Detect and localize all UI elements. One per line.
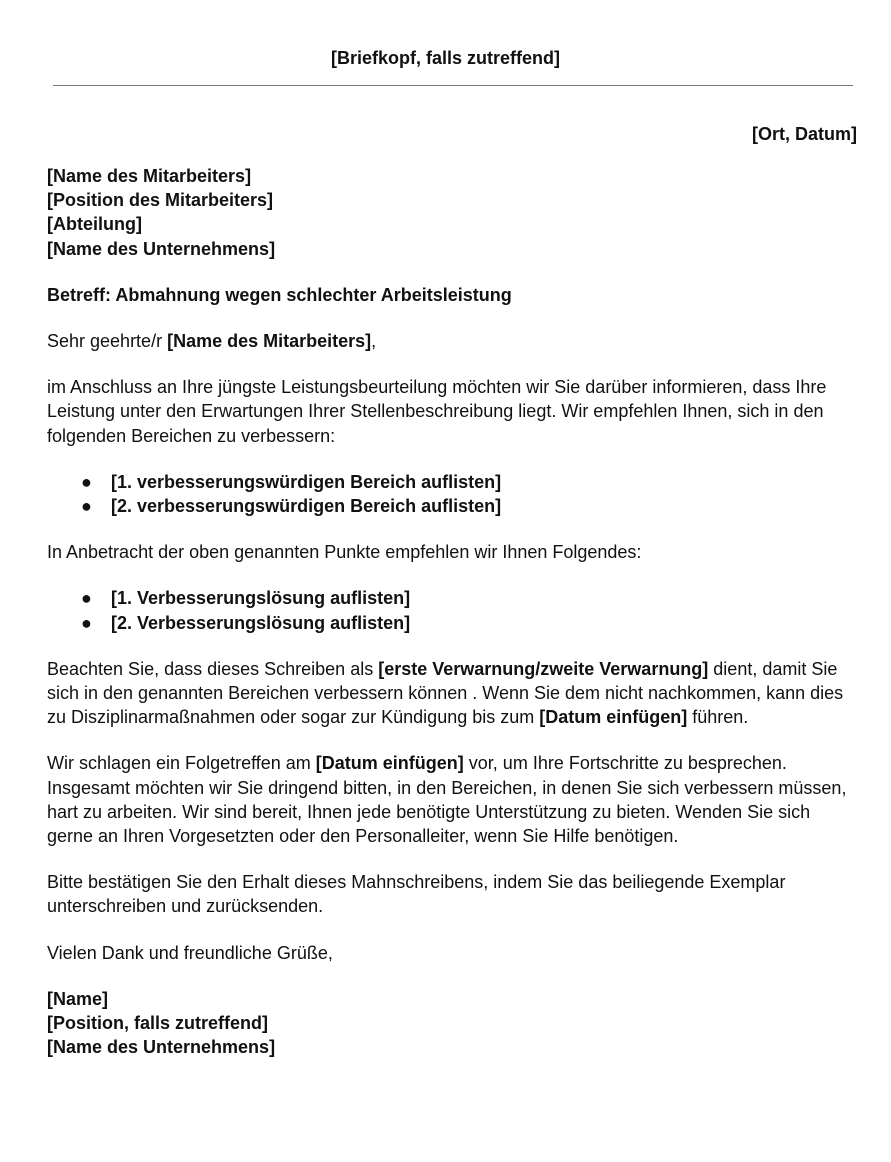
solutions-list <box>47 586 859 634</box>
header-divider <box>53 85 853 86</box>
follow-up-text-1: Wir schlagen ein Folgetreffen am <box>47 753 316 774</box>
follow-up-text-2: vor, um Ihre Fortschritte zu besprechen. Insgesamt möchten wir Sie dringend bitten, in den Bereichen, in denen Sie sich verbessern müssen, hart zu arbeiten. Wir sind bereit, Ihnen jede benötigte Unterstützung zu bieten. Wenden Sie sich gerne an Ihren Vorgesetzten oder den Personalleiter, wenn Sie Hilfe benötigen. <box>47 753 847 847</box>
salutation-suffix: , <box>371 331 377 352</box>
recipient-position: [Position des Mitarbeiters] <box>47 190 274 211</box>
improvement-areas-list <box>47 470 859 518</box>
subject-line: Betreff: Abmahnung wegen schlechter Arbeitsleistung <box>47 284 512 305</box>
warning-text-1: Beachten Sie, dass dieses Schreiben als <box>47 658 379 679</box>
list-item-text: [2. verbesserungswürdigen Bereich auflisten] <box>111 496 502 517</box>
signature-name: [Name] <box>47 988 109 1009</box>
salutation-prefix: Sehr geehrte/r <box>47 331 168 352</box>
paragraph-confirmation: Bitte bestätigen Sie den Erhalt dieses Mahnschreibens, indem Sie das beiliegende Exemplar unterschreiben und zurücksenden. <box>47 872 786 917</box>
bullet-icon: ● <box>81 612 92 633</box>
list-item-text: [1. verbesserungswürdigen Bereich auflisten] <box>111 471 502 492</box>
warning-level: [erste Verwarnung/zweite Verwarnung] <box>378 658 709 679</box>
bullet-icon: ● <box>81 496 92 517</box>
closing: Vielen Dank und freundliche Grüße, <box>47 942 333 963</box>
recipient-company: [Name des Unternehmens] <box>47 238 276 259</box>
paragraph-follow-up <box>47 751 859 848</box>
list-item-text: [1. Verbesserungslösung auflisten] <box>111 588 411 609</box>
bullet-icon: ● <box>81 471 92 492</box>
paragraph-intro: im Anschluss an Ihre jüngste Leistungsbeurteilung möchten wir Sie darüber informieren, dass Ihre Leistung unter den Erwartungen Ihrer Stellenbeschreibung liegt. Wir empfehlen Ihnen, sich in den folgenden Bereichen zu verbessern: <box>47 377 827 446</box>
signature-position: [Position, falls zutreffend] <box>47 1013 269 1034</box>
place-date: [Ort, Datum] <box>752 124 857 144</box>
bullet-icon: ● <box>81 588 92 609</box>
salutation <box>47 329 859 353</box>
list-item <box>47 494 859 518</box>
list-item <box>47 470 859 494</box>
signature-block <box>47 987 859 1060</box>
paragraph-recommendation: In Anbetracht der oben genannten Punkte empfehlen wir Ihnen Folgendes: <box>47 542 642 563</box>
list-item <box>47 586 859 610</box>
termination-date: [Datum einfügen] <box>539 707 688 728</box>
letterhead: [Briefkopf, falls zutreffend] <box>330 48 560 68</box>
warning-text-3: führen. <box>687 707 749 728</box>
recipient-department: [Abteilung] <box>47 214 142 235</box>
signature-company: [Name des Unternehmens] <box>47 1037 276 1058</box>
recipient-name: [Name des Mitarbeiters] <box>47 166 252 186</box>
recipient-address <box>47 164 859 261</box>
list-item-text: [2. Verbesserungslösung auflisten] <box>111 612 411 633</box>
salutation-name: [Name des Mitarbeiters] <box>167 331 372 352</box>
list-item <box>47 611 859 635</box>
follow-up-date: [Datum einfügen] <box>315 753 464 774</box>
paragraph-warning <box>47 657 859 730</box>
warning-text-2: dient, damit Sie sich in den genannten Bereichen verbessern können . Wenn Sie dem nicht nachkommen, kann dies zu Disziplinarmaßnahmen oder sogar zur Kündigung bis zum <box>47 658 844 728</box>
letter-body <box>47 164 859 1081</box>
